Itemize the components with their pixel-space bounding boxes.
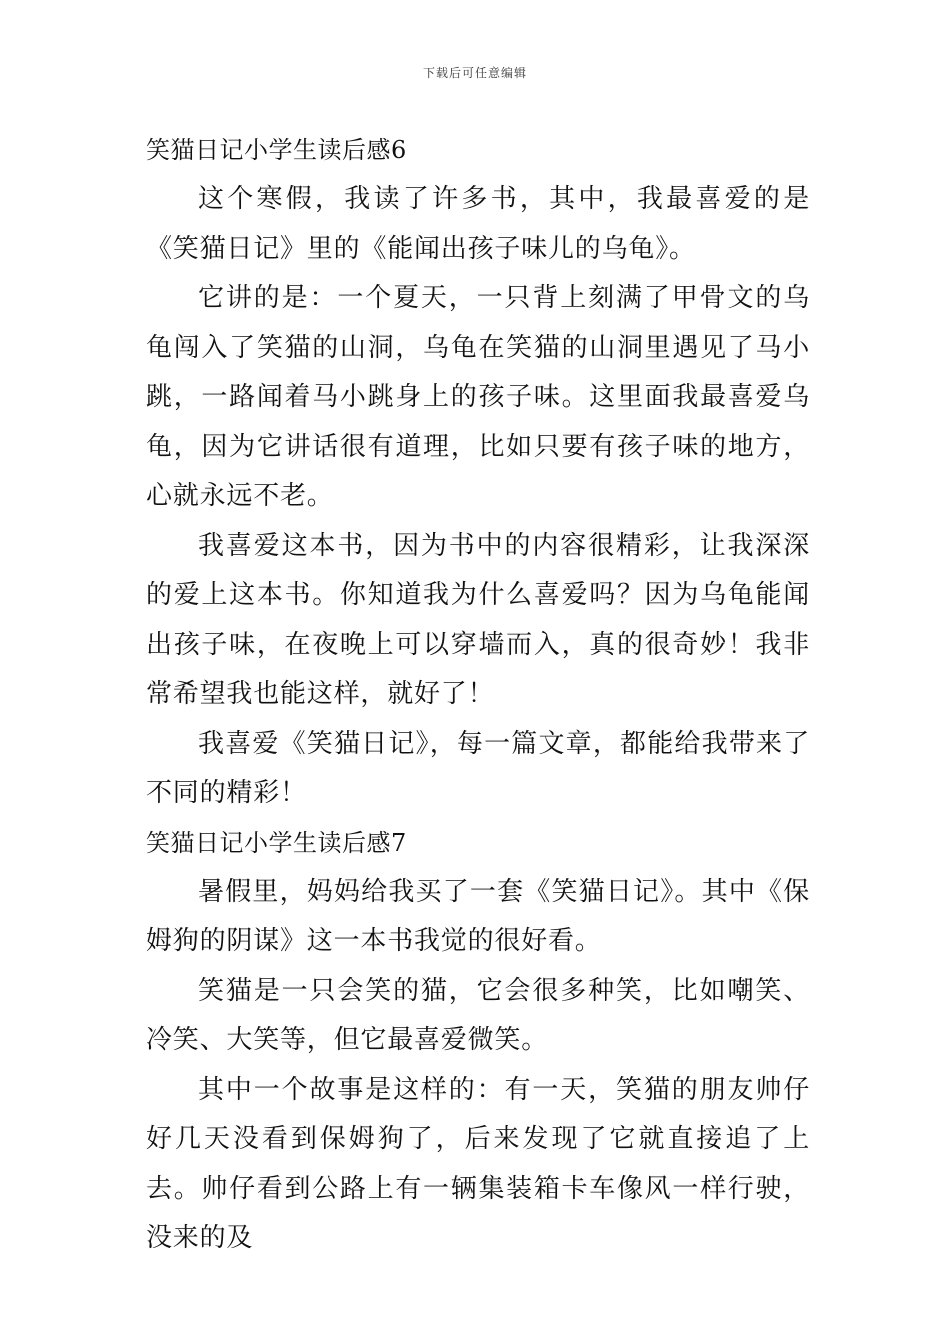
document-body [146, 126, 810, 1264]
section-title: 笑猫日记小学生读后感6 [146, 136, 407, 164]
paragraph: 我喜爱这本书，因为书中的内容很精彩，让我深深的爱上这本书。你知道我为什么喜爱吗？因为乌龟能闻出孩子味，在夜晚上可以穿墙而入，真的很奇妙！我非常希望我也能这样，就好了！ [146, 530, 810, 709]
paragraph: 暑假里，妈妈给我买了一套《笑猫日记》。其中《保姆狗的阴谋》这一本书我觉的很好看。 [146, 876, 810, 956]
section-7 [146, 819, 810, 1264]
paragraph: 这个寒假，我读了许多书，其中，我最喜爱的是《笑猫日记》里的《能闻出孩子味儿的乌龟》。 [146, 184, 810, 264]
paragraph: 笑猫是一只会笑的猫，它会很多种笑，比如嘲笑、冷笑、大笑等，但它最喜爱微笑。 [146, 975, 810, 1055]
paragraph: 它讲的是：一个夏天，一只背上刻满了甲骨文的乌龟闯入了笑猫的山洞，乌龟在笑猫的山洞里遇见了马小跳，一路闻着马小跳身上的孩子味。这里面我最喜爱乌龟，因为它讲话很有道理，比如只要有孩子味的地方，心就永远不老。 [146, 283, 810, 511]
section-6 [146, 126, 810, 819]
paragraph: 我喜爱《笑猫日记》，每一篇文章，都能给我带来了不同的精彩！ [146, 728, 810, 808]
section-title: 笑猫日记小学生读后感7 [146, 828, 407, 857]
paragraph: 其中一个故事是这样的：有一天，笑猫的朋友帅仔好几天没看到保姆狗了，后来发现了它就直接追了上去。帅仔看到公路上有一辆集装箱卡车像风一样行驶，没来的及 [146, 1074, 810, 1253]
header-note: 下载后可任意编辑 [422, 66, 527, 80]
